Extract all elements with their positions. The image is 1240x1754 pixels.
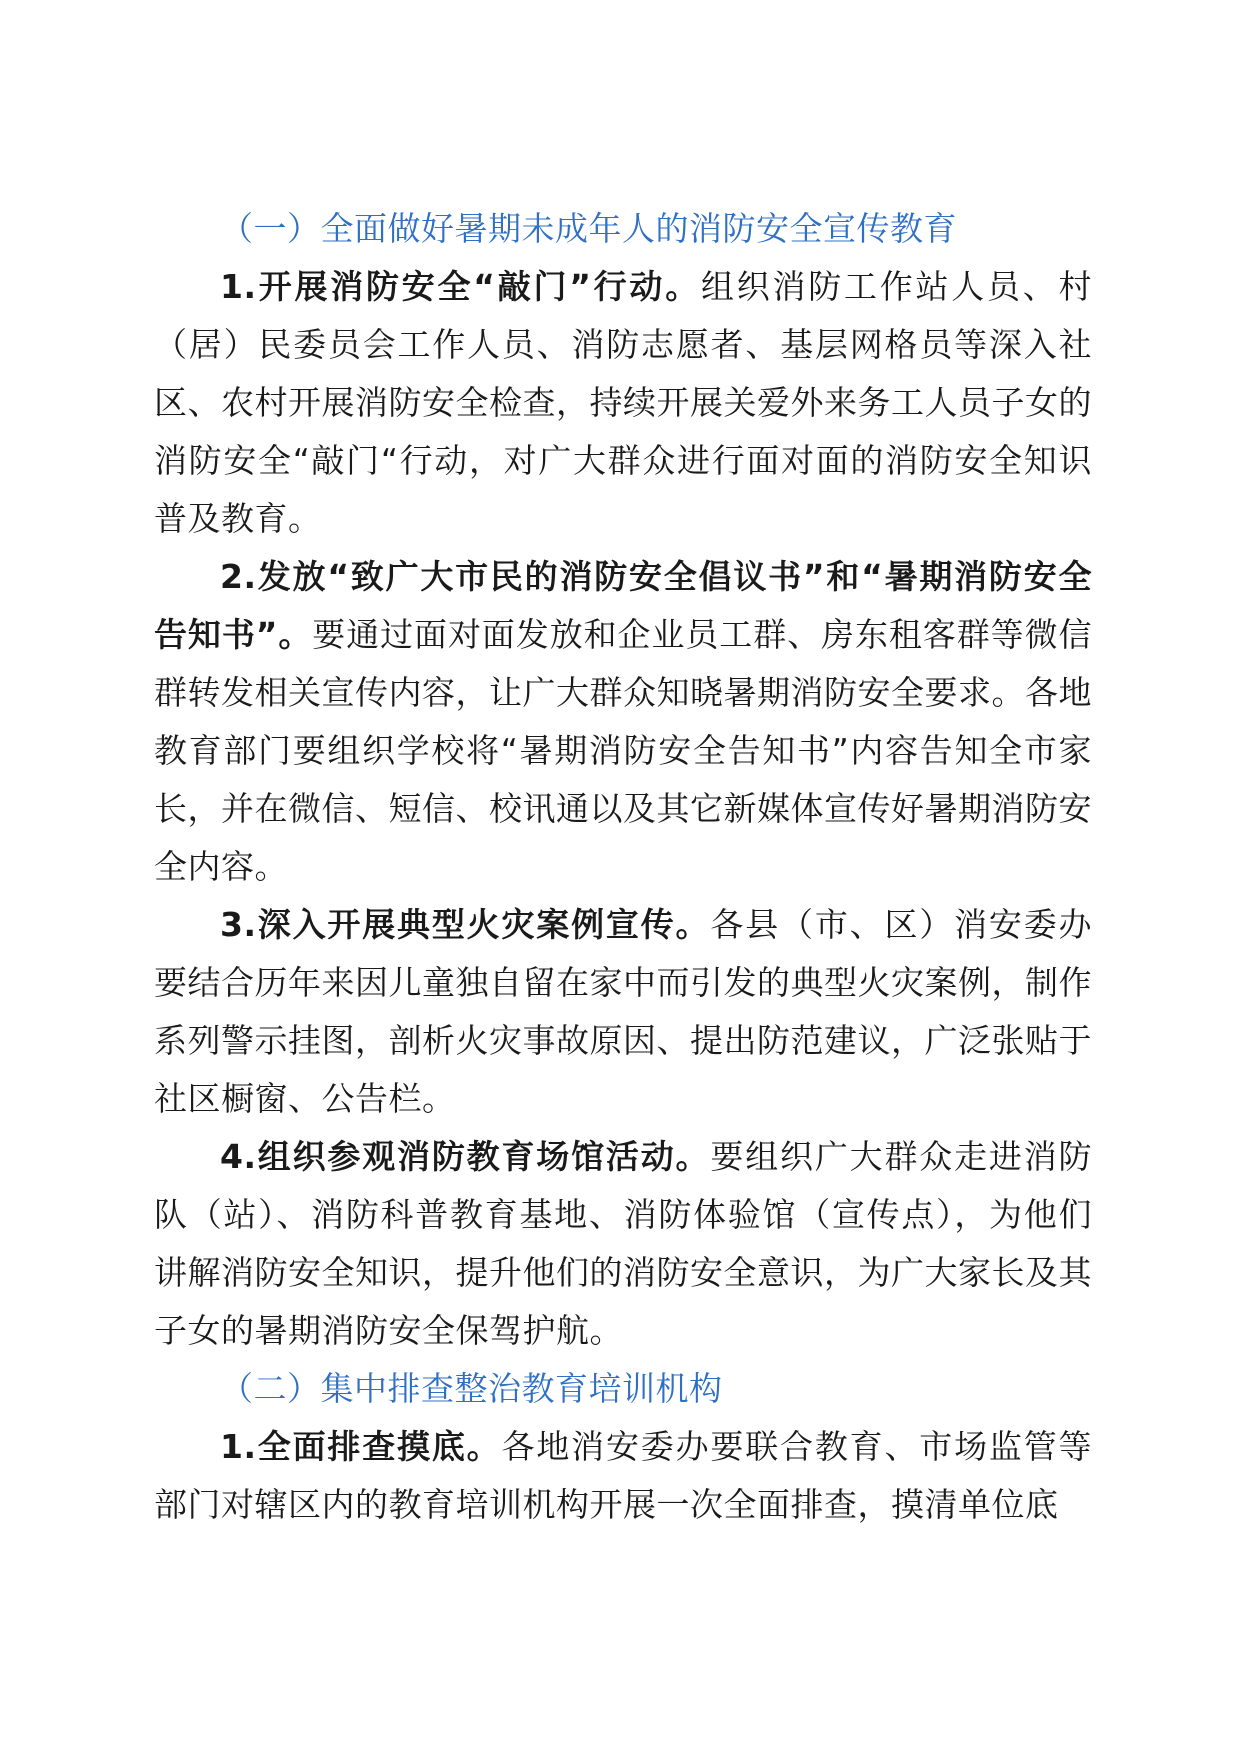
paragraph-lead: 4.组织参观消防教育场馆活动。 — [220, 1137, 711, 1176]
paragraph-lead: 3.深入开展典型火灾案例宣传。 — [220, 905, 711, 944]
paragraph-1-2 — [154, 548, 1092, 896]
paragraph-2-1 — [154, 1418, 1092, 1534]
paragraph-text: 各地消安委办要联合教育、市场监管等部门对辖区内的教育培训机构开展一次全面排查，摸清单位底 — [154, 1427, 1092, 1524]
paragraph-lead: 1.开展消防安全“敲门”行动。 — [220, 267, 701, 306]
section-heading-1: （一）全面做好暑期未成年人的消防安全宣传教育 — [220, 209, 957, 248]
section-heading-2: （二）集中排查整治教育培训机构 — [220, 1369, 723, 1408]
paragraph-lead: 1.全面排查摸底。 — [220, 1427, 502, 1466]
paragraph-lead: 2.发放“致广大市民的消防安全倡议书”和“暑期消防安全告知书”。 — [154, 557, 1092, 654]
paragraph-1-1 — [154, 258, 1092, 548]
paragraph-text: 要组织广大群众走进消防队（站）、消防科普教育基地、消防体验馆（宣传点），为他们讲解消防安全知识，提升他们的消防安全意识，为广大家长及其子女的暑期消防安全保驾护航。 — [154, 1137, 1092, 1350]
paragraph-text: 要通过面对面发放和企业员工群、房东租客群等微信群转发相关宣传内容，让广大群众知晓暑期消防安全要求。各地教育部门要组织学校将“暑期消防安全告知书”内容告知全市家长，并在微信、短信、校讯通以及其它新媒体宣传好暑期消防安全内容。 — [154, 615, 1092, 886]
document-body — [154, 200, 1092, 1534]
paragraph-text: 组织消防工作站人员、村（居）民委员会工作人员、消防志愿者、基层网格员等深入社区、农村开展消防安全检查，持续开展关爱外来务工人员子女的消防安全“敲门“行动，对广大群众进行面对面的消防安全知识普及教育。 — [154, 267, 1093, 538]
paragraph-1-3 — [154, 896, 1092, 1128]
paragraph-1-4 — [154, 1128, 1092, 1360]
paragraph-text: 各县（市、区）消安委办要结合历年来因儿童独自留在家中而引发的典型火灾案例，制作系列警示挂图，剖析火灾事故原因、提出防范建议，广泛张贴于社区橱窗、公告栏。 — [154, 905, 1092, 1118]
